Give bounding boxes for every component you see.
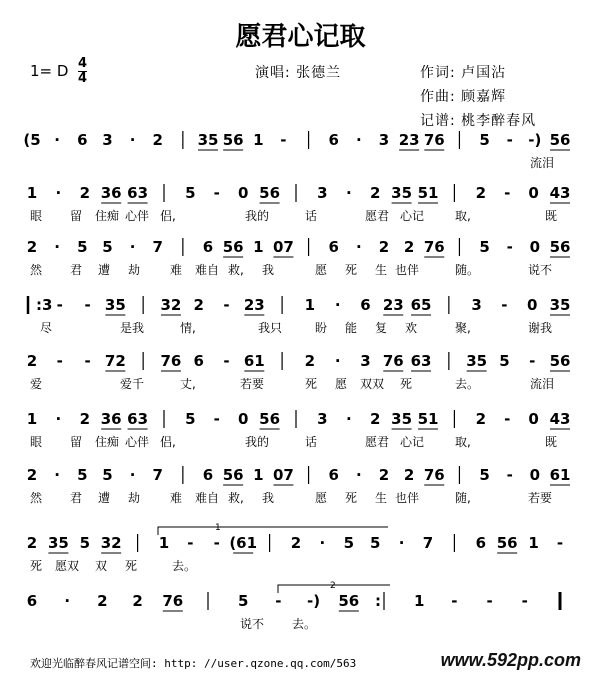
lyric: 爱 xyxy=(30,377,43,391)
note: (5 xyxy=(23,131,41,149)
note: · xyxy=(319,534,326,552)
note: 7 xyxy=(422,534,434,552)
lyric: 盼 xyxy=(315,321,328,335)
note: · xyxy=(129,466,136,484)
note: 6 xyxy=(328,466,339,484)
volta-label-1: 1 xyxy=(215,523,221,533)
lyric: 愿君 xyxy=(365,435,390,449)
lyric: 眼 xyxy=(30,435,43,449)
note: 3 xyxy=(471,296,482,314)
note: 36 xyxy=(100,184,122,202)
note: 6 xyxy=(202,466,214,484)
lyric: 死 xyxy=(30,559,43,573)
note: 5 xyxy=(479,466,490,484)
note: 2 xyxy=(475,410,487,428)
note: 76 xyxy=(162,592,184,610)
note: 61 xyxy=(549,466,571,484)
note: 2 xyxy=(378,238,390,256)
note: - xyxy=(501,296,508,314)
lyric: 话 xyxy=(305,209,318,223)
note: - xyxy=(213,410,220,428)
note: 0 xyxy=(528,410,539,428)
note: 0 xyxy=(528,184,539,202)
note: 1 xyxy=(26,410,38,428)
note: 43 xyxy=(549,410,571,428)
note: 61 xyxy=(243,352,265,370)
note: · xyxy=(345,410,352,428)
song-title: 愿君心记取 xyxy=(235,22,366,52)
note: 5 xyxy=(79,534,91,552)
note: 2 xyxy=(290,534,302,552)
lyric: 遭 xyxy=(98,491,111,505)
site-watermark: www.592pp.com xyxy=(440,650,581,670)
note: · xyxy=(129,238,136,256)
note: 2 xyxy=(369,410,381,428)
note: - xyxy=(56,352,63,370)
lyric: 君 xyxy=(70,263,83,277)
lyric: 随, xyxy=(455,491,471,505)
note: · xyxy=(356,131,362,149)
note: 56 xyxy=(222,131,244,149)
lyric: 难 xyxy=(170,491,183,505)
note: 6 xyxy=(475,534,487,552)
note: 2 xyxy=(97,592,108,610)
lyric: 丈, xyxy=(180,377,196,391)
repeat-end-dots: : xyxy=(375,592,381,610)
lyric: 侣, xyxy=(160,209,176,223)
note: - xyxy=(213,534,220,552)
note: 0 xyxy=(526,296,538,314)
note: 23 xyxy=(382,296,404,314)
note: - xyxy=(280,131,287,149)
note: · xyxy=(345,184,352,202)
lyric: 眼 xyxy=(30,209,43,223)
lyric: 死 xyxy=(305,377,318,391)
note: 63 xyxy=(410,352,432,370)
note: 35 xyxy=(104,296,126,314)
note: 3 xyxy=(102,131,113,149)
lyric: 遭 xyxy=(98,263,111,277)
note: 5 xyxy=(102,238,113,256)
note: · xyxy=(334,296,341,314)
note: 5 xyxy=(369,534,381,552)
note: 72 xyxy=(104,352,126,370)
note: 56 xyxy=(496,534,518,552)
note: 32 xyxy=(100,534,122,552)
lyric: 难自 xyxy=(195,491,220,505)
note: 0 xyxy=(237,184,249,202)
note: 6 xyxy=(77,131,88,149)
note: · xyxy=(54,131,60,149)
lyric: 留 xyxy=(70,209,83,223)
note: 56 xyxy=(549,238,571,256)
lyric: 欢 xyxy=(405,321,418,335)
lyric: 死 xyxy=(345,263,358,277)
note: (61 xyxy=(229,534,258,552)
note: - xyxy=(529,352,536,370)
note: 2 xyxy=(304,352,316,370)
note: 5 xyxy=(77,238,88,256)
lyric: 随。 xyxy=(455,263,480,277)
note: 7 xyxy=(152,238,163,256)
lyric: 然 xyxy=(30,491,43,505)
lyric: 生 xyxy=(375,263,388,277)
note: · xyxy=(64,592,71,610)
note: 35 xyxy=(47,534,69,552)
singer-credit: 演唱: 张德兰 xyxy=(255,65,342,81)
lyric: 也伴 xyxy=(395,263,420,277)
note: 35 xyxy=(197,131,219,149)
note: :3 xyxy=(36,296,53,314)
note: 2 xyxy=(403,466,415,484)
note: - xyxy=(223,352,230,370)
lyric: 心记 xyxy=(400,435,425,449)
note: 5 xyxy=(185,410,196,428)
note: 1 xyxy=(158,534,170,552)
footer-link-text: 欢迎光临醉春风记谱空间: http: //user.qzone.qq.com/563 xyxy=(30,657,357,670)
lyric: 然 xyxy=(30,263,43,277)
lyric: 也伴 xyxy=(395,491,420,505)
lyric: 去。 xyxy=(292,617,317,631)
note: 56 xyxy=(222,238,244,256)
note: 76 xyxy=(382,352,404,370)
lyric: 流泪 xyxy=(530,377,555,391)
lyric: 愿 xyxy=(315,491,328,505)
lyric: 心伴 xyxy=(125,209,150,223)
note: - xyxy=(521,592,528,610)
note: 36 xyxy=(100,410,122,428)
lyric: 我 xyxy=(262,263,275,277)
note: 76 xyxy=(160,352,182,370)
lyric: 救, xyxy=(228,491,244,505)
note: 2 xyxy=(79,410,91,428)
note: 7 xyxy=(152,466,163,484)
lyric: 情, xyxy=(180,321,196,335)
lyric: 君 xyxy=(70,491,83,505)
note: 2 xyxy=(378,466,390,484)
note: 1 xyxy=(253,466,264,484)
note: - xyxy=(506,466,513,484)
note: 56 xyxy=(259,410,281,428)
lyric: 我 xyxy=(262,491,275,505)
lyric: 生 xyxy=(375,491,388,505)
note: 32 xyxy=(160,296,182,314)
lyric: 劫 xyxy=(128,491,141,505)
note: 6 xyxy=(193,352,204,370)
lyric: 救, xyxy=(228,263,244,277)
note: 2 xyxy=(369,184,381,202)
lyric: 心伴 xyxy=(125,435,150,449)
note: 0 xyxy=(237,410,249,428)
note: 76 xyxy=(423,466,445,484)
lyric: 住痴 xyxy=(95,435,120,449)
note: 5 xyxy=(479,238,490,256)
note: 43 xyxy=(549,184,571,202)
lyric: 尽 xyxy=(40,321,53,335)
lyric: 取, xyxy=(455,209,471,223)
note: - xyxy=(504,410,511,428)
transcriber-credit: 记谱: 桃李醉春风 xyxy=(420,113,537,129)
lyric: 是我 xyxy=(120,321,145,335)
lyric: 死 xyxy=(125,559,138,573)
note: · xyxy=(129,131,136,149)
note: 65 xyxy=(410,296,432,314)
note: 3 xyxy=(360,352,371,370)
note: 56 xyxy=(338,592,360,610)
lyric: 若要 xyxy=(240,377,265,391)
lyric: 去。 xyxy=(455,377,480,391)
note: 35 xyxy=(391,410,413,428)
lyric: 双 xyxy=(95,559,108,573)
note: 2 xyxy=(132,592,143,610)
lyric: 愿君 xyxy=(365,209,390,223)
lyricist-credit: 作词: 卢国沾 xyxy=(420,65,507,81)
lyric: 我只 xyxy=(258,321,283,335)
note: 2 xyxy=(152,131,163,149)
note: 07 xyxy=(272,466,294,484)
time-sig-top: 4 xyxy=(78,56,88,71)
note: 3 xyxy=(317,410,328,428)
note: 6 xyxy=(328,238,339,256)
note: 2 xyxy=(79,184,91,202)
note: 2 xyxy=(475,184,487,202)
lyric: 既 xyxy=(545,435,558,449)
lyric: 既 xyxy=(545,209,558,223)
lyric: 话 xyxy=(305,435,318,449)
note: 5 xyxy=(185,184,196,202)
note: 5 xyxy=(102,466,113,484)
note: 0 xyxy=(529,466,541,484)
time-sig-bottom: 4 xyxy=(78,71,88,86)
note: 2 xyxy=(26,534,38,552)
lyric: 我的 xyxy=(245,209,270,223)
note: 5 xyxy=(237,592,249,610)
note: 2 xyxy=(26,466,38,484)
note: 56 xyxy=(549,131,571,149)
note: - xyxy=(84,296,91,314)
note: - xyxy=(275,592,282,610)
note: 76 xyxy=(423,131,445,149)
note: 23 xyxy=(243,296,265,314)
lyric: 去。 xyxy=(172,559,197,573)
note: · xyxy=(334,352,341,370)
note: · xyxy=(356,466,362,484)
note: 23 xyxy=(398,131,420,149)
note: 07 xyxy=(272,238,294,256)
lyric: 劫 xyxy=(128,263,141,277)
note: 1 xyxy=(413,592,425,610)
note: 5 xyxy=(77,466,88,484)
lyric: 侣, xyxy=(160,435,176,449)
lyric: 取, xyxy=(455,435,471,449)
note: 3 xyxy=(317,184,328,202)
lyric: 说不 xyxy=(240,617,265,631)
note: 0 xyxy=(529,238,541,256)
note: · xyxy=(54,466,60,484)
lyric: 愿双 xyxy=(55,559,80,573)
lyric: 双双 xyxy=(360,377,385,391)
note: 56 xyxy=(222,466,244,484)
lyric: 能 xyxy=(345,321,358,335)
lyric: 留 xyxy=(70,435,83,449)
note: 1 xyxy=(26,184,38,202)
note: - xyxy=(506,238,513,256)
note: 56 xyxy=(549,352,571,370)
note: 35 xyxy=(391,184,413,202)
lyric: 谢我 xyxy=(528,321,553,335)
lyric: 死 xyxy=(345,491,358,505)
note: 3 xyxy=(378,131,390,149)
note: 35 xyxy=(466,352,488,370)
note: 35 xyxy=(549,296,571,314)
note: 1 xyxy=(528,534,539,552)
lyric: 复 xyxy=(375,321,388,335)
lyric: 愿 xyxy=(335,377,348,391)
lyric: 住痴 xyxy=(95,209,120,223)
note: · xyxy=(55,410,62,428)
lyric: 若要 xyxy=(528,491,553,505)
note: 76 xyxy=(423,238,445,256)
note: - xyxy=(84,352,91,370)
note: - xyxy=(451,592,458,610)
note: 51 xyxy=(417,410,439,428)
note: 1 xyxy=(253,238,264,256)
note: 5 xyxy=(479,131,490,149)
note: - xyxy=(504,184,511,202)
note: 63 xyxy=(127,410,149,428)
note: -) xyxy=(307,592,321,610)
lyric: 愿 xyxy=(315,263,328,277)
note: 2 xyxy=(26,352,38,370)
lyric: 死 xyxy=(400,377,413,391)
note: · xyxy=(55,184,62,202)
note: 6 xyxy=(26,592,38,610)
note: 5 xyxy=(343,534,355,552)
composer-credit: 作曲: 顾嘉辉 xyxy=(420,89,507,105)
note: · xyxy=(54,238,60,256)
note: 2 xyxy=(26,238,38,256)
note: 63 xyxy=(127,184,149,202)
lyric: 我的 xyxy=(245,435,270,449)
lyric: 说不 xyxy=(528,263,553,277)
note: 56 xyxy=(259,184,281,202)
note: 5 xyxy=(499,352,510,370)
note: - xyxy=(223,296,230,314)
lyric: 难自 xyxy=(195,263,220,277)
lyric: 聚, xyxy=(455,321,471,335)
note: - xyxy=(213,184,220,202)
volta-label-2: 2 xyxy=(330,581,336,591)
note: 51 xyxy=(417,184,439,202)
note: - xyxy=(556,534,564,552)
note: 6 xyxy=(202,238,214,256)
note: 1 xyxy=(253,131,264,149)
note: - xyxy=(506,131,513,149)
note: · xyxy=(356,238,362,256)
lyric: 流泪 xyxy=(530,156,555,170)
lyric: 爱千 xyxy=(120,377,145,391)
lyric: 心记 xyxy=(400,209,425,223)
lyric: 难 xyxy=(170,263,183,277)
note: -) xyxy=(528,131,542,149)
note: - xyxy=(486,592,493,610)
note: · xyxy=(398,534,405,552)
note: - xyxy=(56,296,63,314)
note: 6 xyxy=(360,296,371,314)
note: 1 xyxy=(304,296,316,314)
key-signature: 1= D xyxy=(30,62,69,80)
note: 2 xyxy=(193,296,204,314)
note: 2 xyxy=(403,238,415,256)
note: - xyxy=(187,534,194,552)
note: 6 xyxy=(328,131,339,149)
